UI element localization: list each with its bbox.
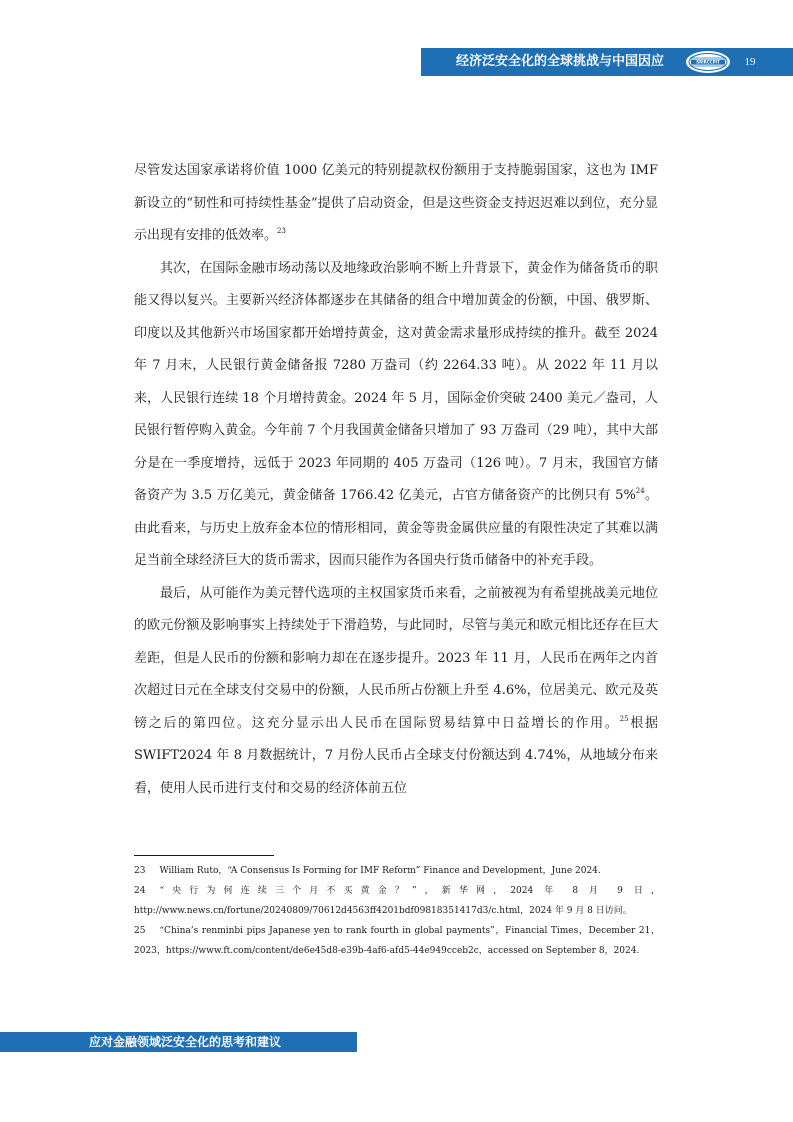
paragraph-1-text: 尽管发达国家承诺将价值 1000 亿美元的特别提款权份额用于支持脆弱国家，这也为 IMF 新设立的“韧性和可持续性基金”提供了启动资金，但是这些资金支持迟迟难以到位，充分显示出现有安排的低效率。: [134, 163, 658, 243]
footnote-number: 25: [134, 926, 146, 936]
footnotes: [134, 861, 660, 961]
footnote-item: [134, 881, 660, 921]
footnote-text: “China’s renminbi pips Japanese yen to rank fourth in global payments”，Financial Times，December 21，2023，https://www.ft.com/content/de6e45d8-e39b-4af6-afd5-44e949cceb2c，accessed on September 8，2024.: [134, 926, 660, 956]
footnote-text: William Ruto，“A Consensus Is Forming for IMF Reform” Finance and Development，June 2024.: [159, 866, 601, 876]
footnote-item: [134, 921, 660, 961]
running-footer-title: 应对金融领域泛安全化的思考和建议: [89, 1035, 282, 1049]
running-header-title: 经济泛安全化的全球挑战与中国因应: [456, 54, 665, 69]
globe-logo-icon: [686, 51, 730, 73]
footnote-ref-25: 25: [619, 714, 629, 723]
footnote-text: “央行为何连续三个月不买黄金？”，新华网，2024 年 8 月 9 日，http://www.news.cn/fortune/20240809/70612d4563ff4201bdf09818351417d3/c.html，2024 年 9 月 8 日访问。: [134, 886, 660, 916]
paragraph-2-text-a: 其次，在国际金融市场动荡以及地缘政治影响不断上升背景下，黄金作为储备货币的职能又得以复兴。主要新兴经济体都逐步在其储备的组合中增加黄金的份额，中国、俄罗斯、印度以及其他新兴市场国家都开始增持黄金，这对黄金需求量形成持续的推升。截至 2024 年 7 月末，人民银行黄金储备报 7280 万盎司（约 2264.33 吨）。从 2022 年 11 月以来，人民银行连续 18 个月增持黄金。2024 年 5 月，国际金价突破 2400 美元／盎司，人民银行暂停购入黄金。今年前 7 个月我国黄金储备只增加了 93 万盎司（29 吨），其中大部分是在一季度增持，远低于 2023 年同期的 405 万盎司（126 吨）。7 月末，我国官方储备资产为 3.5 万亿美元，黄金储备 1766.42 亿美元，占官方储备资产的比例只有 5%: [134, 260, 658, 503]
footnote-ref-24: 24: [635, 487, 645, 495]
paragraph-1: [134, 155, 658, 253]
footnote-divider: [134, 855, 274, 856]
paragraph-2-text-b: 。由此看来，与历史上放弃金本位的情形相同，黄金等贵金属供应量的有限性决定了其难以满足当前全球经济巨大的货币需求，因而只能作为各国央行货币储备中的补充手段。: [134, 488, 658, 568]
paragraph-3-text-b: 根据 SWIFT2024 年 8 月数据统计，7 月份人民币占全球支付份额达到 4.74%，从地域分布来看，使用人民币进行支付和交易的经济体前五位: [134, 715, 658, 796]
paragraph-2: [134, 253, 658, 578]
page-number: 19: [744, 56, 756, 68]
footnote-item: [134, 861, 660, 881]
footnote-ref-23: 23: [277, 227, 286, 235]
paragraph-3-text-a: 最后，从可能作为美元替代选项的主权国家货币来看，之前被视为有希望挑战美元地位的欧元份额及影响事实上持续处于下滑趋势，与此同时，尽管与美元和欧元相比还存在巨大差距，但是人民币的份额和影响力却在在逐步提升。2023 年 11 月，人民币在两年之内首次超过日元在全球支付交易中的份额，人民币所占份额上升至 4.6%，位居美元、欧元及英镑之后的第四位。这充分显示出人民币在国际贸易结算中日益增长的作用。: [134, 585, 658, 731]
footnote-number: 23: [134, 866, 146, 876]
body-text: [134, 155, 658, 805]
logo-text: SRIRCCPIT: [696, 59, 720, 65]
paragraph-3: [134, 578, 658, 806]
footnote-number: 24: [134, 886, 146, 896]
